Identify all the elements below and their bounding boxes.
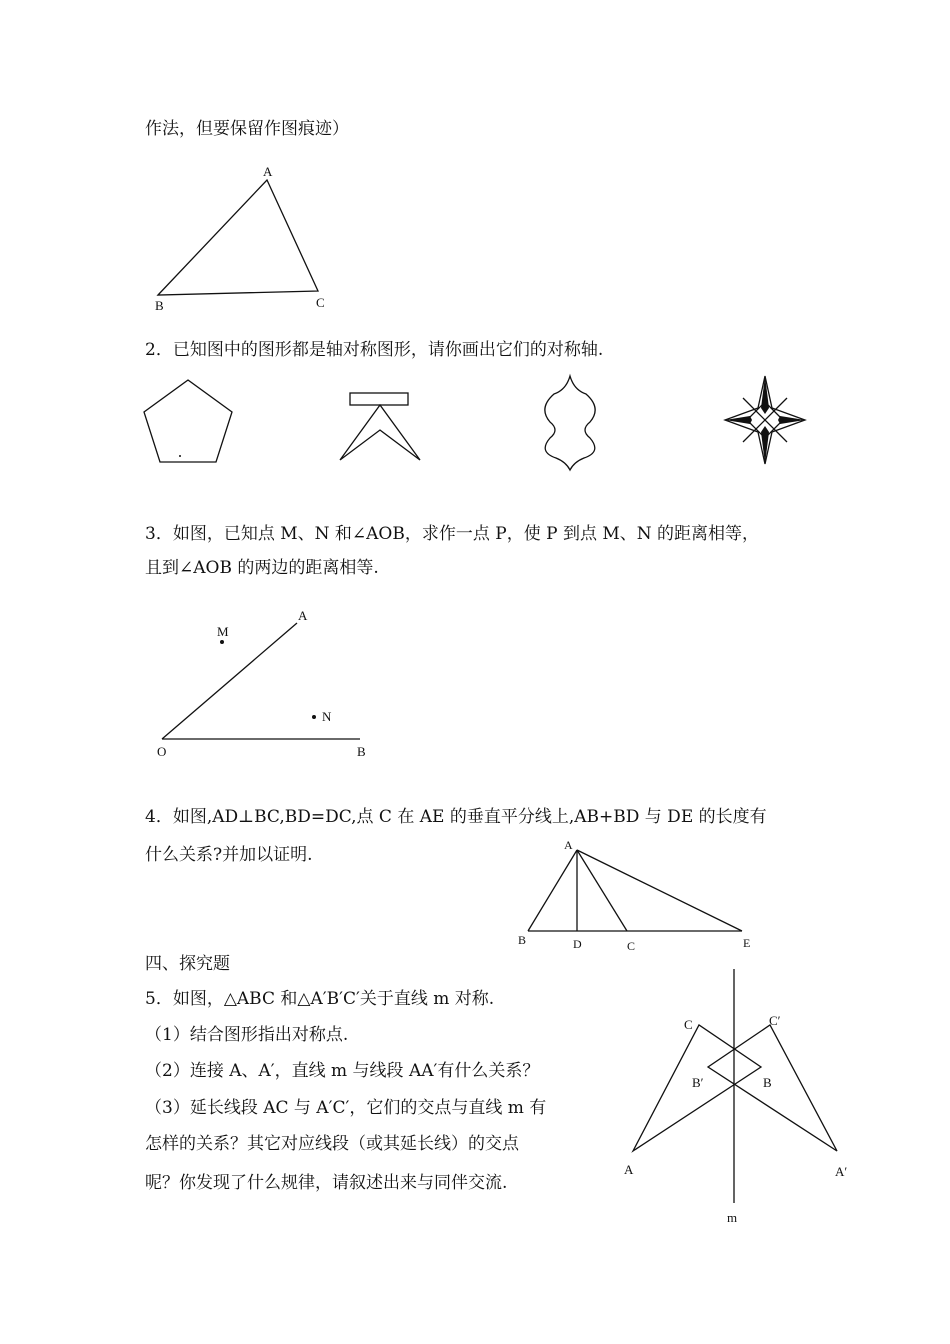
- label-n: N: [322, 709, 332, 724]
- label-c: C: [627, 939, 636, 953]
- intro-line: 作法，但要保留作图痕迹）: [145, 119, 349, 139]
- label-e: E: [743, 936, 751, 950]
- point-m: [220, 640, 224, 644]
- q5-line3: （2）连接 A、A′，直线 m 与线段 AA′有什么关系？: [145, 1061, 540, 1081]
- label-c2: C′: [769, 1013, 781, 1028]
- label-a: A: [564, 838, 573, 852]
- roof-shape: [340, 393, 420, 460]
- point-n: [312, 715, 316, 719]
- pentagon-shape: [144, 380, 232, 462]
- label-b2: B′: [692, 1075, 704, 1090]
- q5-line5: 怎样的关系？其它对应线段（或其延长线）的交点: [145, 1134, 519, 1154]
- q5-line2: （1）结合图形指出对称点.: [145, 1025, 349, 1045]
- pentagon-dot: [179, 455, 181, 457]
- vase-shape: [545, 376, 595, 470]
- q5-line1: 5．如图，△ABC 和△A′B′C′关于直线 m 对称.: [145, 989, 495, 1009]
- section-title: 四、探究题: [145, 954, 230, 974]
- angle-aob-figure: [150, 600, 390, 765]
- line-ab: [528, 850, 577, 931]
- label-m: M: [217, 624, 229, 639]
- q3-line1: 3．如图，已知点 M、N 和∠AOB，求作一点 P，使 P 到点 M、N 的距离相等，: [145, 524, 760, 544]
- ray-oa: [162, 623, 297, 739]
- compass-star-shape: [725, 376, 805, 464]
- q3-line2: 且到∠AOB 的两边的距离相等.: [145, 558, 379, 578]
- q2-text: 2．已知图中的图形都是轴对称图形，请你画出它们的对称轴.: [145, 340, 604, 360]
- label-c: C: [316, 295, 325, 310]
- label-o: O: [157, 744, 167, 759]
- label-d: D: [573, 937, 582, 951]
- q5-line4: （3）延长线段 AC 与 A′C′，它们的交点与直线 m 有: [145, 1098, 547, 1118]
- label-m: m: [727, 1210, 738, 1225]
- label-b: B: [155, 298, 164, 313]
- symmetric-shapes-row: [140, 370, 820, 475]
- triangle-abe-figure: [510, 835, 770, 955]
- q4-line1: 4．如图,AD⊥BC,BD=DC,点 C 在 AE 的垂直平分线上,AB+BD 与 DE 的长度有: [145, 807, 767, 827]
- label-b: B: [357, 744, 366, 759]
- mirror-triangles-figure: [615, 965, 865, 1230]
- q5-line6: 呢？你发现了什么规律，请叙述出来与同伴交流.: [145, 1173, 508, 1193]
- label-a: A: [624, 1162, 634, 1177]
- label-c: C: [684, 1017, 693, 1032]
- triangle-abc-figure: [145, 160, 345, 320]
- label-b: B: [518, 933, 527, 947]
- triangle-abc: [158, 180, 318, 295]
- q4-line2: 什么关系?并加以证明.: [145, 845, 313, 865]
- label-a2: A′: [835, 1164, 848, 1179]
- label-a: A: [298, 608, 308, 623]
- label-a: A: [263, 164, 273, 179]
- label-b: B: [763, 1075, 772, 1090]
